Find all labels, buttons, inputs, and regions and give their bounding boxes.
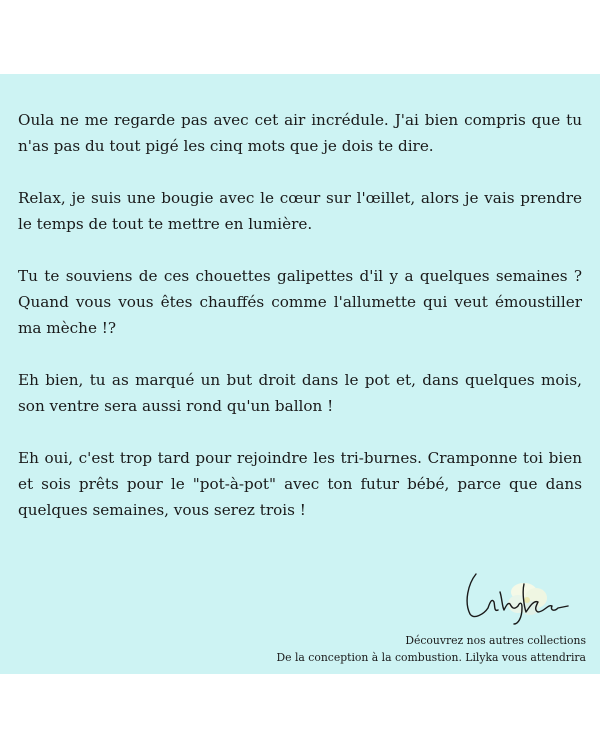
paragraph-2: Relax, je suis une bougie avec le cœur sur l'œillet, alors je vais prendre le temps de tout te mettre en lumière. <box>18 189 582 233</box>
message-card <box>0 74 600 674</box>
paragraph-4: Eh bien, tu as marqué un but droit dans le pot et, dans quelques mois, son ventre sera aussi rond qu'un ballon ! <box>18 371 582 415</box>
footer-line-tagline: De la conception à la combustion. Lilyka vous attendrira <box>276 651 586 664</box>
paragraph-5: Eh oui, c'est trop tard pour rejoindre les tri-burnes. Cramponne toi bien et sois prêts pour le "pot-à-pot" avec ton futur bébé, parce que dans quelques semaines, vous serez trois ! <box>18 449 582 519</box>
paragraph-1: Oula ne me regarde pas avec cet air incrédule. J'ai bien compris que tu n'as pas du tout pigé les cinq mots que je dois te dire. <box>18 111 582 155</box>
footer <box>276 632 586 666</box>
footer-line-collections: Découvrez nos autres collections <box>405 634 586 647</box>
paragraph-3: Tu te souviens de ces chouettes galipettes d'il y a quelques semaines ? Quand vous vous êtes chauffés comme l'allumette qui veut émoustiller ma mèche !? <box>18 267 582 337</box>
signature-logo <box>458 562 588 628</box>
message-body <box>18 107 582 549</box>
